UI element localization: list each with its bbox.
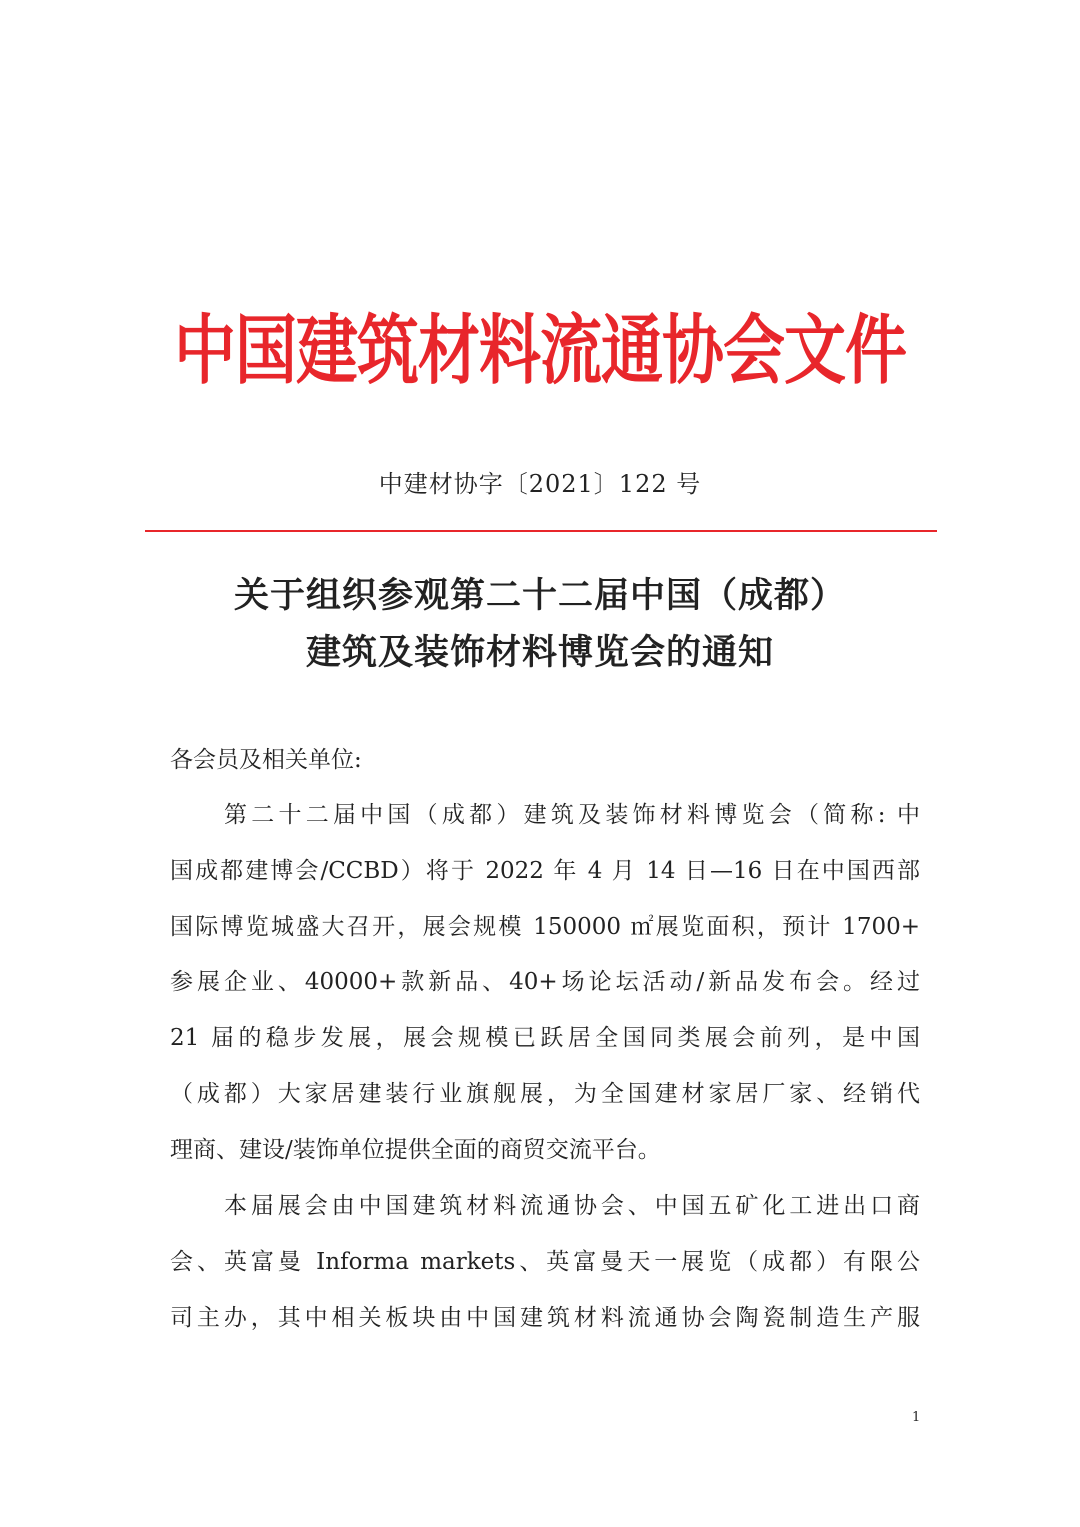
paragraph-1-line: （成都）大家居建装行业旗舰展，为全国建材家居厂家、经销代 <box>170 1081 920 1107</box>
notice-title-line-1: 关于组织参观第二十二届中国（成都） <box>233 576 846 616</box>
paragraph-2-line: 司主办，其中相关板块由中国建筑材料流通协会陶瓷制造生产服 <box>170 1305 920 1331</box>
document-number: 中建材协字〔2021〕122 号 <box>378 470 702 498</box>
salutation: 各会员及相关单位: <box>170 747 362 773</box>
paragraph-2-line: 本届展会由中国建筑材料流通协会、中国五矿化工进出口商 <box>224 1193 920 1219</box>
paragraph-1-line: 理商、建设/装饰单位提供全面的商贸交流平台。 <box>170 1137 661 1163</box>
page-number: 1 <box>912 1410 921 1425</box>
red-divider <box>145 530 937 532</box>
issuing-organization-header: 中国建筑材料流通协会文件 <box>173 305 906 395</box>
paragraph-2-line: 会、英富曼 Informa markets、英富曼天一展览（成都）有限公 <box>170 1249 920 1275</box>
paragraph-1-line: 参展企业、40000+款新品、40+场论坛活动/新品发布会。经过 <box>170 969 920 995</box>
paragraph-1-line: 国际博览城盛大召开，展会规模 150000 ㎡展览面积，预计 1700+ <box>170 914 920 940</box>
paragraph-1-line: 21 届的稳步发展，展会规模已跃居全国同类展会前列，是中国 <box>170 1025 920 1051</box>
paragraph-1-line: 第二十二届中国（成都）建筑及装饰材料博览会（简称: 中 <box>224 802 920 828</box>
notice-title-line-2: 建筑及装饰材料博览会的通知 <box>305 633 774 673</box>
paragraph-1-line: 国成都建博会/CCBD）将于 2022 年 4 月 14 日—16 日在中国西部 <box>170 858 920 884</box>
